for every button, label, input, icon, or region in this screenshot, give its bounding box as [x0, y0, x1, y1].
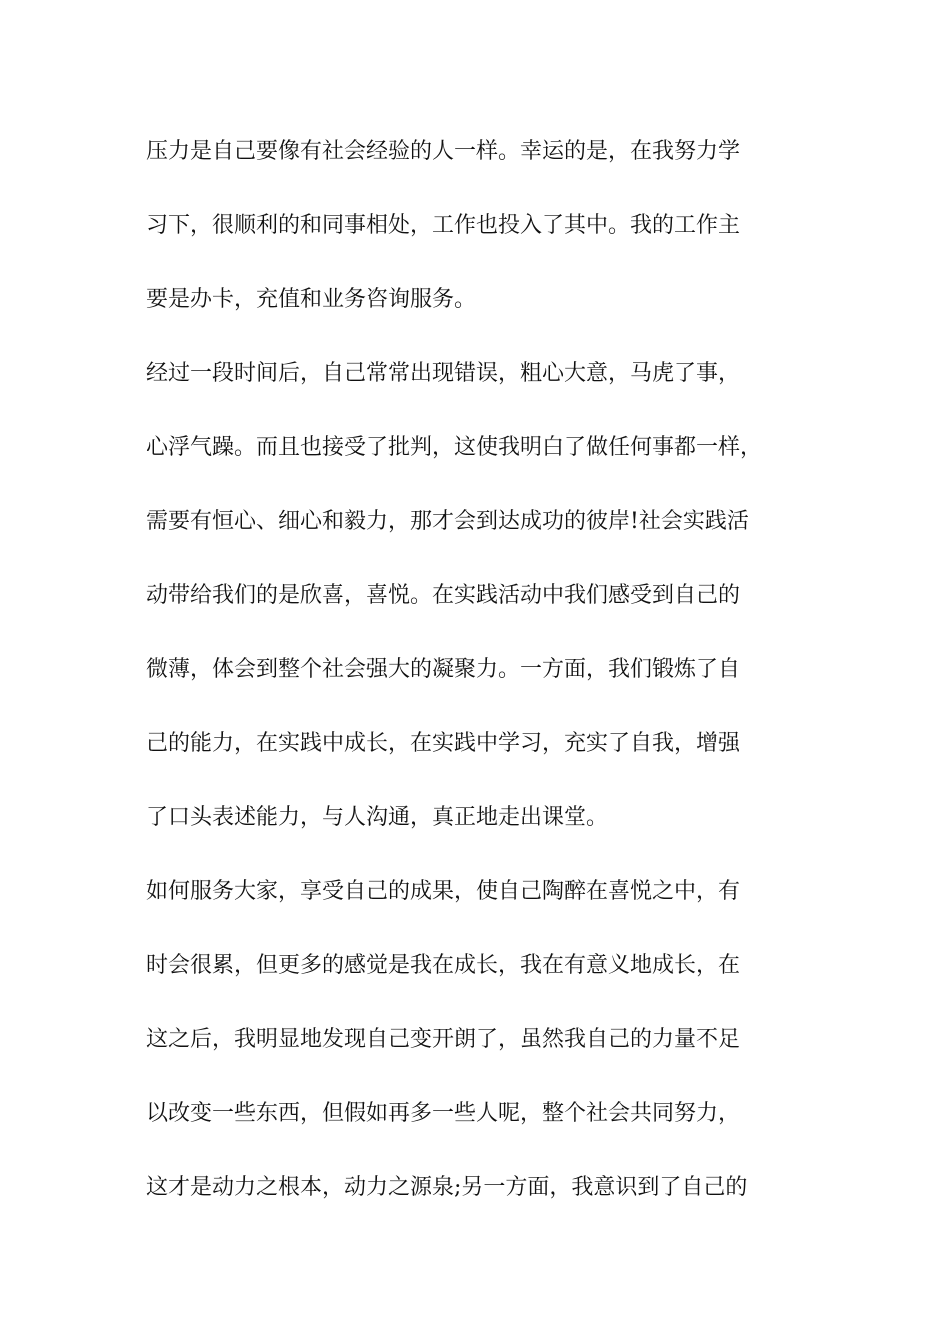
text-line: 如何服务大家，享受自己的成果，使自己陶醉在喜悦之中，有: [146, 879, 741, 904]
text-line: 心浮气躁。而且也接受了批判，这使我明白了做任何事都一样，: [146, 435, 763, 460]
text-line: 己的能力，在实践中成长，在实践中学习，充实了自我，增强: [146, 731, 741, 756]
text-line: 动带给我们的是欣喜，喜悦。在实践活动中我们感受到自己的: [146, 583, 741, 608]
text-line: 了口头表述能力，与人沟通，真正地走出课堂。: [146, 805, 609, 830]
text-line: 以改变一些东西，但假如再多一些人呢，整个社会共同努力，: [146, 1101, 741, 1126]
text-line: 需要有恒心、细心和毅力，那才会到达成功的彼岸!社会实践活: [146, 509, 749, 534]
text-line: 压力是自己要像有社会经验的人一样。幸运的是，在我努力学: [146, 139, 741, 164]
text-line: 习下，很顺利的和同事相处，工作也投入了其中。我的工作主: [146, 213, 741, 238]
text-line: 这之后，我明显地发现自己变开朗了，虽然我自己的力量不足: [146, 1027, 741, 1052]
text-line: 要是办卡，充值和业务咨询服务。: [146, 287, 477, 312]
text-line: 这才是动力之根本，动力之源泉;另一方面，我意识到了自己的: [146, 1175, 748, 1200]
text-line: 微薄，体会到整个社会强大的凝聚力。一方面，我们锻炼了自: [146, 657, 741, 682]
text-line: 时会很累，但更多的感觉是我在成长，我在有意义地成长，在: [146, 953, 741, 978]
text-line: 经过一段时间后，自己常常出现错误，粗心大意，马虎了事，: [146, 361, 741, 386]
